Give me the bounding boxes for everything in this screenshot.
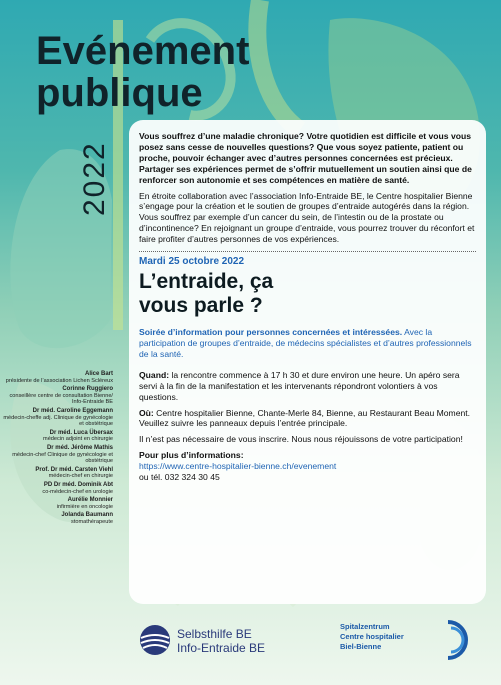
speaker-name: Prof. Dr méd. Carsten Viehl — [35, 466, 113, 473]
intro-paragraph: Vous souffrez d’une maladie chronique? Votre quotidien est difficile et vous vous posez sans cesse de nouvelles questions? Que vous soyez patiente, patient ou proche, pouvoir échanger avec d’autres personnes concernées est précieux. Partager ses expériences permet de s’offrir mutuellement un soutien ainsi que de renforcer son autonomie et ses compétences en matière de santé. — [139, 131, 472, 185]
speaker-name: Corinne Ruggiero — [62, 386, 113, 393]
spitalzentrum-logo — [340, 618, 480, 662]
where-label: Où: — [139, 407, 154, 418]
speaker-role: stomathérapeute — [71, 518, 113, 525]
speaker-role: co-médecin-chef en urologie — [42, 488, 113, 495]
selbsthilfe-line-1: Selbsthilfe BE — [177, 627, 252, 641]
speaker-entry — [3, 371, 113, 384]
year-label: 2022 — [78, 141, 111, 216]
speaker-name: Alice Bart — [84, 371, 113, 377]
speaker-name: Dr méd. Jérôme Mathis — [46, 444, 113, 451]
speaker-entry — [3, 512, 113, 525]
when-paragraph — [139, 370, 476, 403]
event-date: Mardi 25 octobre 2022 — [139, 256, 245, 268]
when-text: la rencontre commence à 17 h 30 et dure environ une heure. Un apéro sera servi à la fin de la manifestation et les intervenants répondront volontiers à vos questions. — [139, 369, 460, 402]
event-link[interactable]: https://www.centre-hospitalier-bienne.ch/evenement — [139, 461, 337, 472]
more-info-label: Pour plus d’informations: — [139, 450, 244, 461]
selbsthilfe-logo — [137, 622, 277, 658]
speaker-name: PD Dr méd. Dominik Abt — [43, 481, 113, 488]
speaker-role: médecin adjoint en chirurgie — [43, 436, 113, 443]
speaker-name: Jolanda Baumann — [61, 512, 113, 519]
speaker-entry — [3, 408, 113, 428]
title-line-2: publique — [36, 71, 203, 115]
lead-bold: Soirée d’information pour personnes concernées et intéressées. — [139, 327, 403, 338]
registration-note: Il n’est pas nécessaire de vous inscrire. Nous nous réjouissons de votre participation! — [139, 434, 463, 445]
speaker-name: Dr méd. Caroline Eggemann — [32, 407, 113, 414]
selbsthilfe-logo-icon — [137, 622, 173, 658]
speaker-entry — [3, 386, 113, 406]
speaker-name: Aurélie Monnier — [67, 497, 113, 504]
spital-logo-icon — [426, 618, 476, 662]
speaker-entry — [3, 497, 113, 510]
headline — [139, 270, 476, 318]
speaker-entry — [3, 482, 113, 495]
body-paragraph: En étroite collaboration avec l’association Info-Entraide BE, le Centre hospitalier Bienne s’engage pour la création et le soutien de groupes d’entraide autogérés dans la région. Vous souffrez par exemple d’un cancer du sein, de l’intestin ou de la prostate ou d’incontinence? En rejoignant un groupe d’entraide, vous pourrez trouver du réconfort et faire profiter d’autres personnes de vos expériences. — [139, 190, 475, 245]
lead-paragraph — [139, 327, 476, 360]
title-line-1: Evénement — [36, 29, 250, 73]
speaker-role: infirmière en oncologie — [56, 503, 113, 510]
speaker-role: médecin-cheffe adj. Clinique de gynécologie et obstétrique — [3, 414, 113, 428]
lead-rest: Avec la participation de groupes d’entraide, de médecins spécialistes et d’autres professionnels de la santé. — [139, 327, 472, 359]
spital-line-2: Centre hospitalier — [340, 632, 404, 641]
event-title — [36, 30, 249, 114]
spital-line-1: Spitalzentrum — [340, 622, 390, 631]
speaker-role: conseillère centre de consultation Bienne/ Info-Entraide BE — [9, 392, 113, 406]
where-text: Centre hospitalier Bienne, Chante-Merle 84, Bienne, au Restaurant Beau Moment. Veuillez suivre les panneaux depuis l’entrée principale. — [139, 407, 471, 429]
speaker-name: Dr méd. Luca Übersax — [49, 429, 113, 436]
spital-line-3: Biel-Bienne — [340, 642, 382, 651]
speaker-entry — [3, 430, 113, 443]
when-label: Quand: — [139, 369, 170, 380]
speaker-entry — [3, 467, 113, 480]
speaker-entry — [3, 445, 113, 465]
headline-line-1: L’entraide, ça — [139, 270, 274, 294]
selbsthilfe-line-2: Info-Entraide BE — [177, 641, 266, 655]
speaker-list — [3, 371, 113, 527]
info-card — [129, 120, 486, 604]
speaker-role: présidente de l’association Lichen Scléreux — [5, 377, 113, 384]
phone-number: ou tél. 032 324 30 45 — [139, 472, 220, 483]
where-paragraph — [139, 408, 476, 430]
speaker-role: médecin-chef en chirurgie — [48, 473, 113, 480]
divider — [139, 251, 476, 252]
headline-line-2: vous parle ? — [139, 294, 263, 318]
speaker-role: médecin-chef Clinique de gynécologie et obstétrique — [12, 451, 113, 465]
